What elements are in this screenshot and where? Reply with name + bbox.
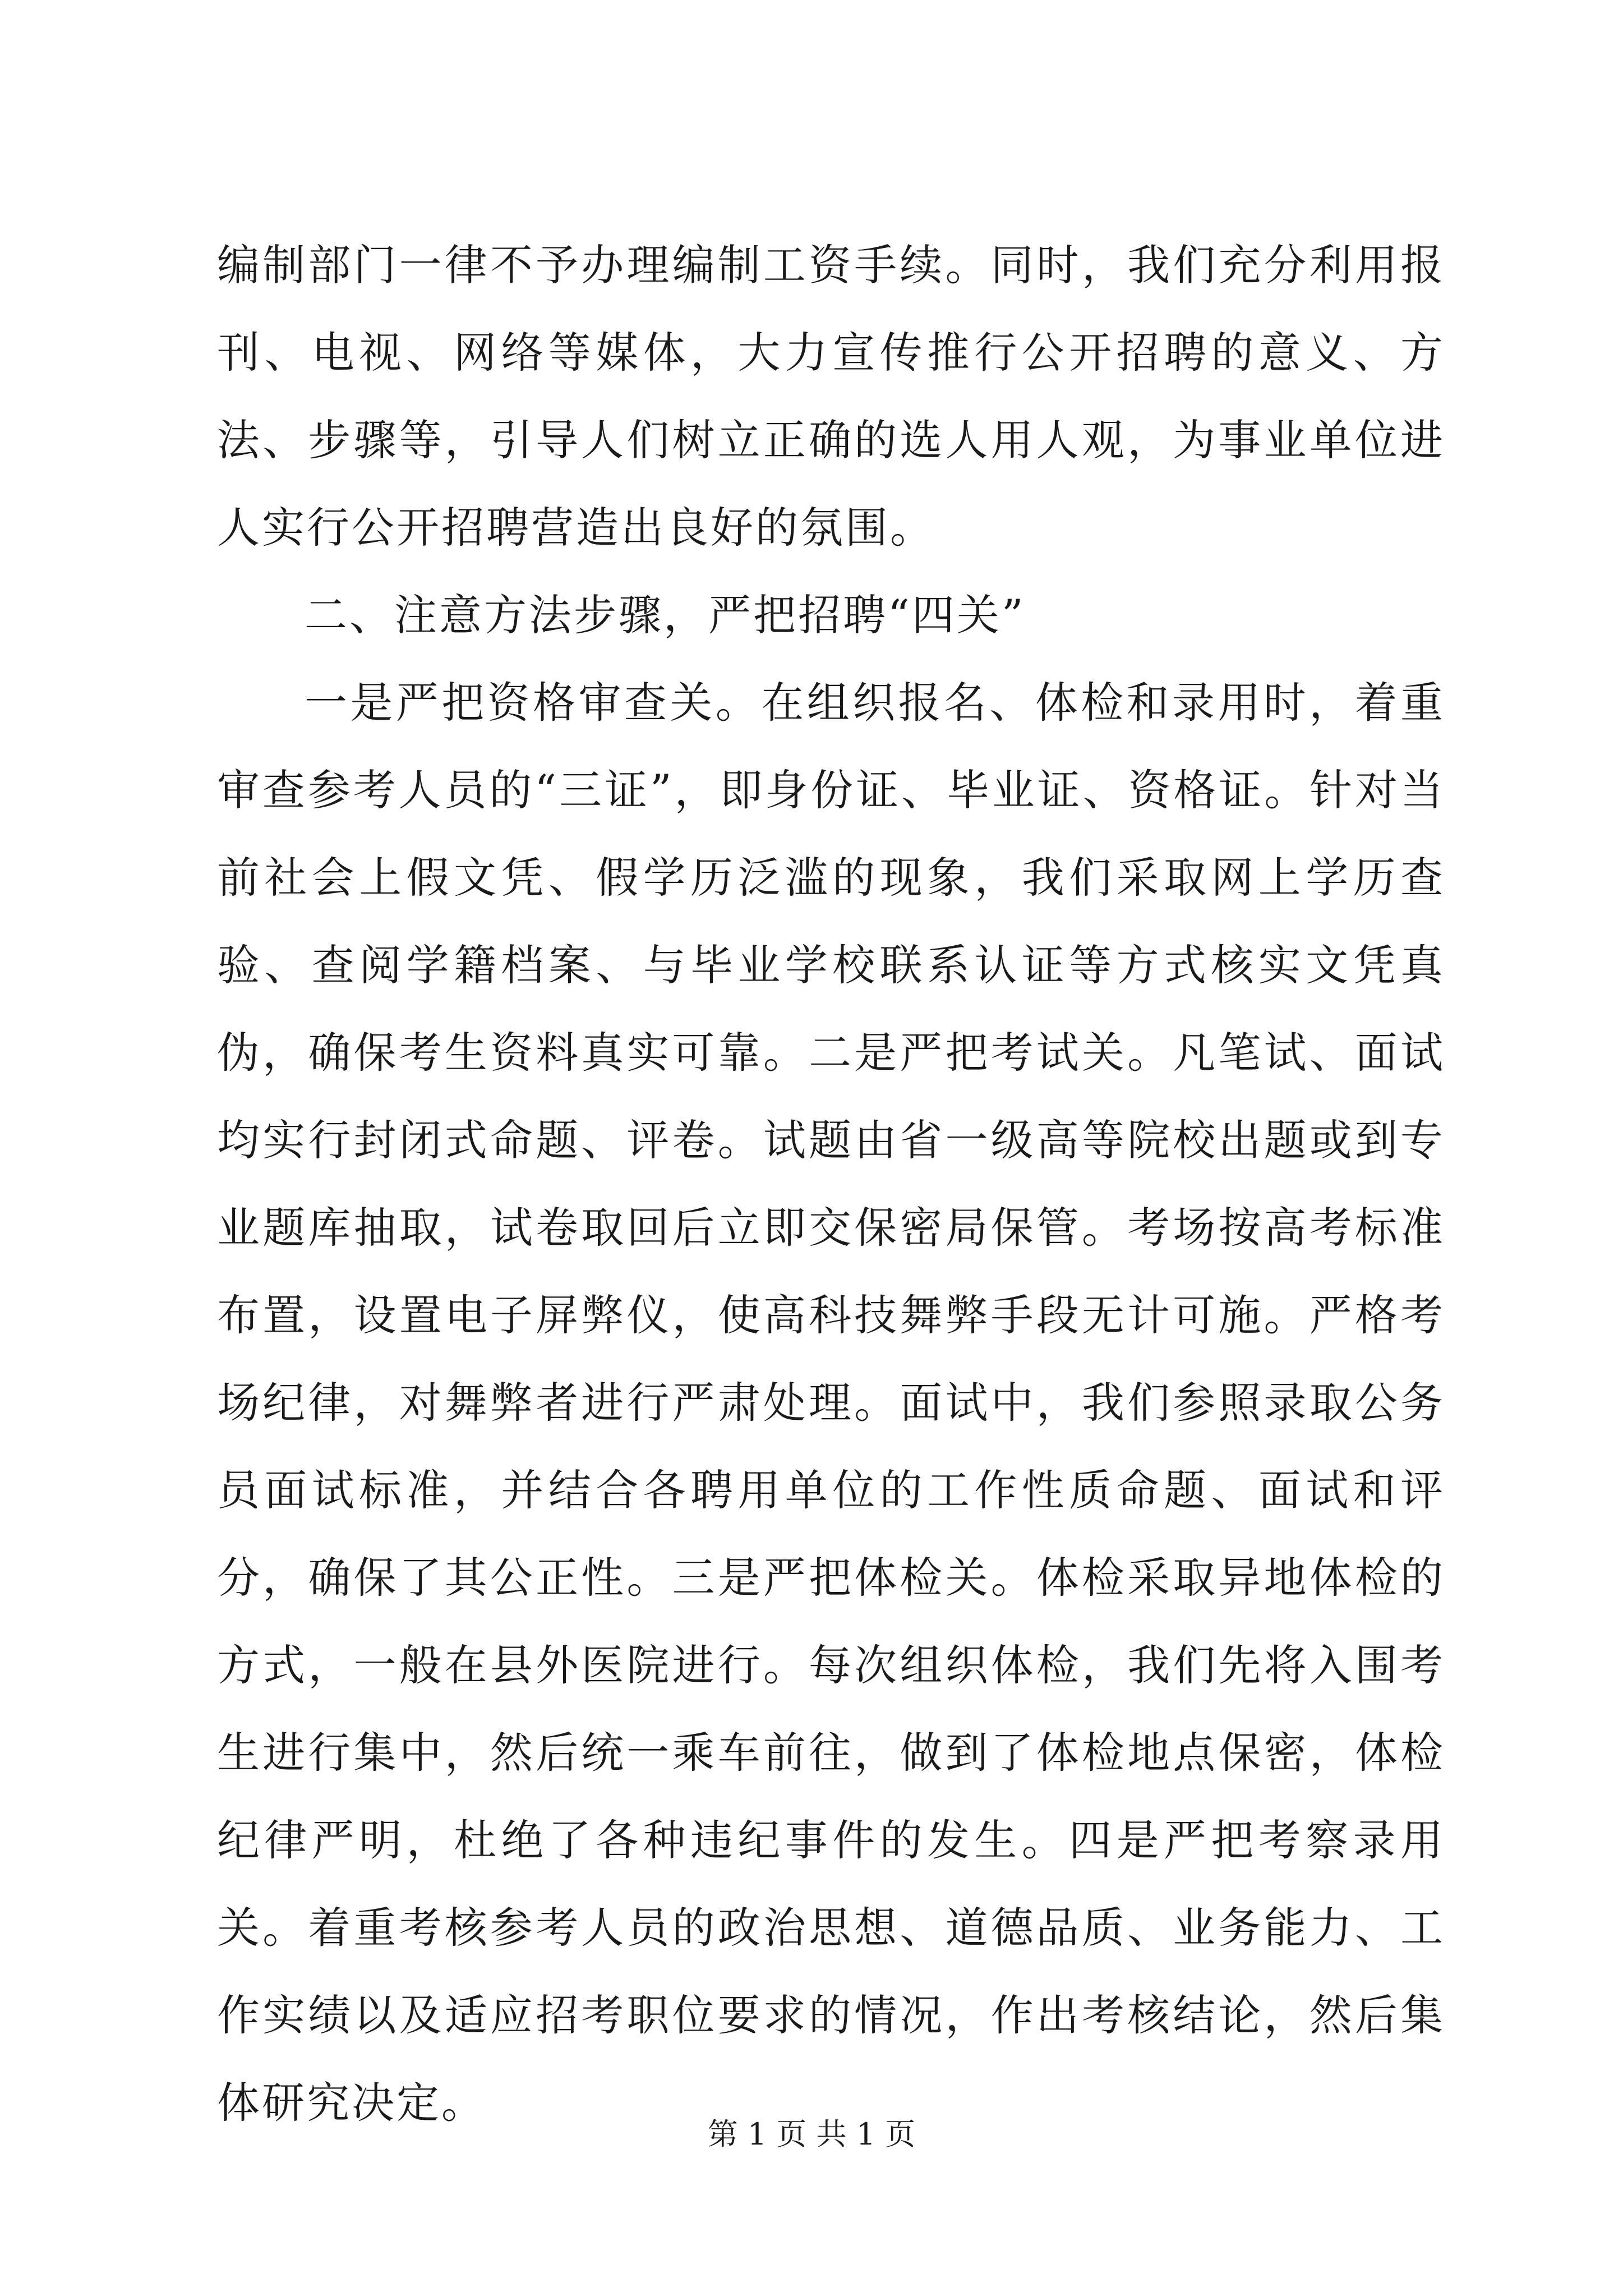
paragraph-four-checks: 一是严把资格审查关。在组织报名、体检和录用时，着重审查参考人员的“三证”，即身份证、毕业证、资格证。针对当前社会上假文凭、假学历泛滥的现象，我们采取网上学历查验、查阅学籍档案、与毕业学校联系认证等方式核实文凭真伪，确保考生资料真实可靠。二是严把考试关。凡笔试、面试均实行封闭式命题、评卷。试题由省一级高等院校出题或到专业题库抽取，试卷取回后立即交保密局保管。考场按高考标准布置，设置电子屏弊仪，使高科技舞弊手段无计可施。严格考场纪律，对舞弊者进行严肃处理。面试中，我们参照录取公务员面试标准，并结合各聘用单位的工作性质命题、面试和评分，确保了其公正性。三是严把体检关。体检采取异地体检的方式，一般在县外医院进行。每次组织体检，我们先将入围考生进行集中，然后统一乘车前往，做到了体检地点保密，体检纪律严明，杜绝了各种违纪事件的发生。四是严把考察录用关。着重考核参考人员的政治思想、道德品质、业务能力、工作实绩以及适应招考职位要求的情况，作出考核结论，然后集体研究决定。	[217, 678, 1445, 2128]
document-body	[217, 222, 1445, 2147]
section-heading: 二、注意方法步骤，严把招聘“四关”	[305, 590, 1026, 640]
paragraph-continuation: 编制部门一律不予办理编制工资手续。同时，我们充分利用报刊、电视、网络等媒体，大力宣传推行公开招聘的意义、方法、步骤等，引导人们树立正确的选人用人观，为事业单位进人实行公开招聘营造出良好的氛围。	[217, 240, 1445, 553]
page-footer: 第 1 页 共 1 页	[707, 2116, 916, 2152]
